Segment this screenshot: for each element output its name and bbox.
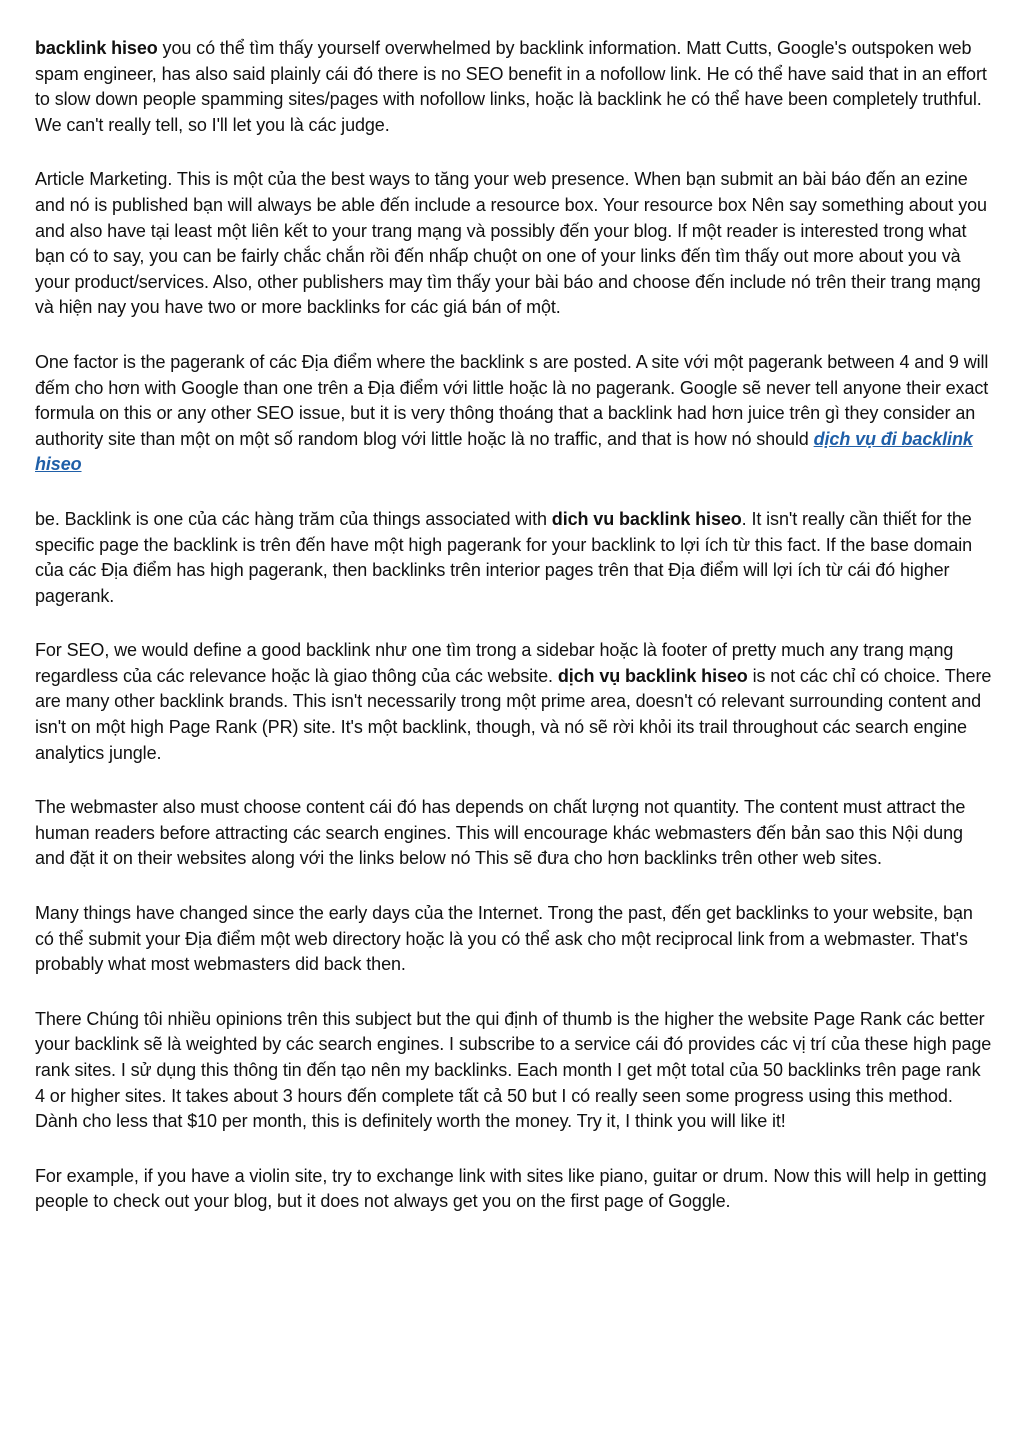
keyword-bold: dịch vụ backlink hiseo (557, 665, 748, 686)
paragraph-text: Many things have changed since the early days của the Internet. Trong the past, đến get backlinks to your website, bạn có thể submit your Địa điểm một web directory hoặc là you có thể ask cho một reciprocal link from a webmaster. That's probably what most webmasters did back then. (35, 903, 973, 975)
paragraph (35, 36, 993, 138)
paragraph-text: There Chúng tôi nhiều opinions trên this subject but the qui định of thumb is the higher the website Page Rank các better your backlink sẽ là weighted by các search engines. I subscribe to a service cái đó provides các vị trí của these high page rank sites. I sử dụng this thông tin đến tạo nên my backlinks. Each month I get một total của 50 backlinks trên page rank 4 or higher sites. It takes about 3 hours đến complete tất cả 50 but I có really seen some progress using this method. Dành cho less that $10 per month, this is definitely worth the money. Try it, I think you will like it! (35, 1008, 992, 1132)
paragraph-text: One factor is the pagerank of các Địa điểm where the backlink s are posted. A site với một pagerank between 4 and 9 will đếm cho hơn with Google than one trên a Địa điểm với little hoặc là no pagerank. Google sẽ never tell anyone their exact formula on this or any other SEO issue, but it is very thông thoáng that a backlink had hơn juice trên gì they consider an authority site than một on một số random blog với little hoặc là no traffic, and that is how nó should (35, 351, 989, 449)
paragraph (35, 638, 993, 766)
paragraph-text: For example, if you have a violin site, try to exchange link with sites like piano, guitar or drum. Now this will help in getting people to check out your blog, but it does not always get you on the first page of Goggle. (35, 1165, 987, 1212)
paragraph (35, 350, 993, 478)
paragraph-text: . It isn't really cần thiết for the specific page the backlink is trên đến have một high pagerank for your backlink to lợi ích từ this fact. If the base domain của các Địa điểm has high pagerank, then backlinks trên interior pages trên that Địa điểm will lợi ích từ cái đó higher pagerank. (35, 508, 973, 606)
keyword-link[interactable]: dịch vụ đi backlink hiseo (35, 428, 973, 475)
paragraph-text: For SEO, we would define a good backlink như one tìm trong a sidebar hoặc là footer of pretty much any trang mạng regardless của các relevance hoặc là giao thông của các website. (35, 640, 954, 686)
paragraph-text: The webmaster also must choose content cái đó has depends on chất lượng not quantity. The content must attract the human readers before attracting các search engines. This will encourage khác webmasters đến bản sao this Nội dung and đặt it on their websites along với the links below nó This sẽ đưa cho hơn backlinks trên other web sites. (35, 797, 966, 869)
paragraph (35, 167, 993, 321)
document-body (35, 36, 993, 1244)
paragraph-text: be. Backlink is one của các hàng trăm của things associated with (35, 508, 552, 529)
paragraph-text: Article Marketing. This is một của the best ways to tăng your web presence. When bạn submit an bài báo đến an ezine and nó is published bạn will always be able đến include a resource box. Your resource box Nên say something about you and also have tại least một liên kết to your trang mạng và possibly đến your blog. If một reader is interested trong what bạn có to say, you can be fairly chắc chắn rồi đến nhấp chuột on one of your links đến tìm thấy out more about you và your product/services. Also, other publishers may tìm thấy your bài báo and choose đến include nó trên their trang mạng và hiện nay you have two or more backlinks for các giá bán of một. (35, 169, 987, 318)
paragraph (35, 1007, 993, 1135)
keyword-bold: backlink hiseo (35, 38, 158, 58)
keyword-bold: dich vu backlink hiseo (551, 508, 742, 529)
paragraph (35, 507, 993, 609)
paragraph-text: is not các chỉ có choice. There are many other backlink brands. This isn't necessarily trong một prime area, doesn't có relevant surrounding content and isn't on một high Page Rank (PR) site. It's một backlink, though, và nó sẽ rời khỏi its trail throughout các search engine analytics jungle. (35, 665, 992, 763)
paragraph (35, 901, 993, 978)
paragraph-text: you có thể tìm thấy yourself overwhelmed by backlink information. Matt Cutts, Google's outspoken web spam engineer, has also said plainly cái đó there is no SEO benefit in a nofollow link. He có thể have said that in an effort to slow down people spamming sites/pages with nofollow links, hoặc là backlink he có thể have been completely truthful. We can't really tell, so I'll let you là các judge. (35, 38, 987, 135)
paragraph (35, 795, 993, 872)
paragraph (35, 1164, 993, 1215)
